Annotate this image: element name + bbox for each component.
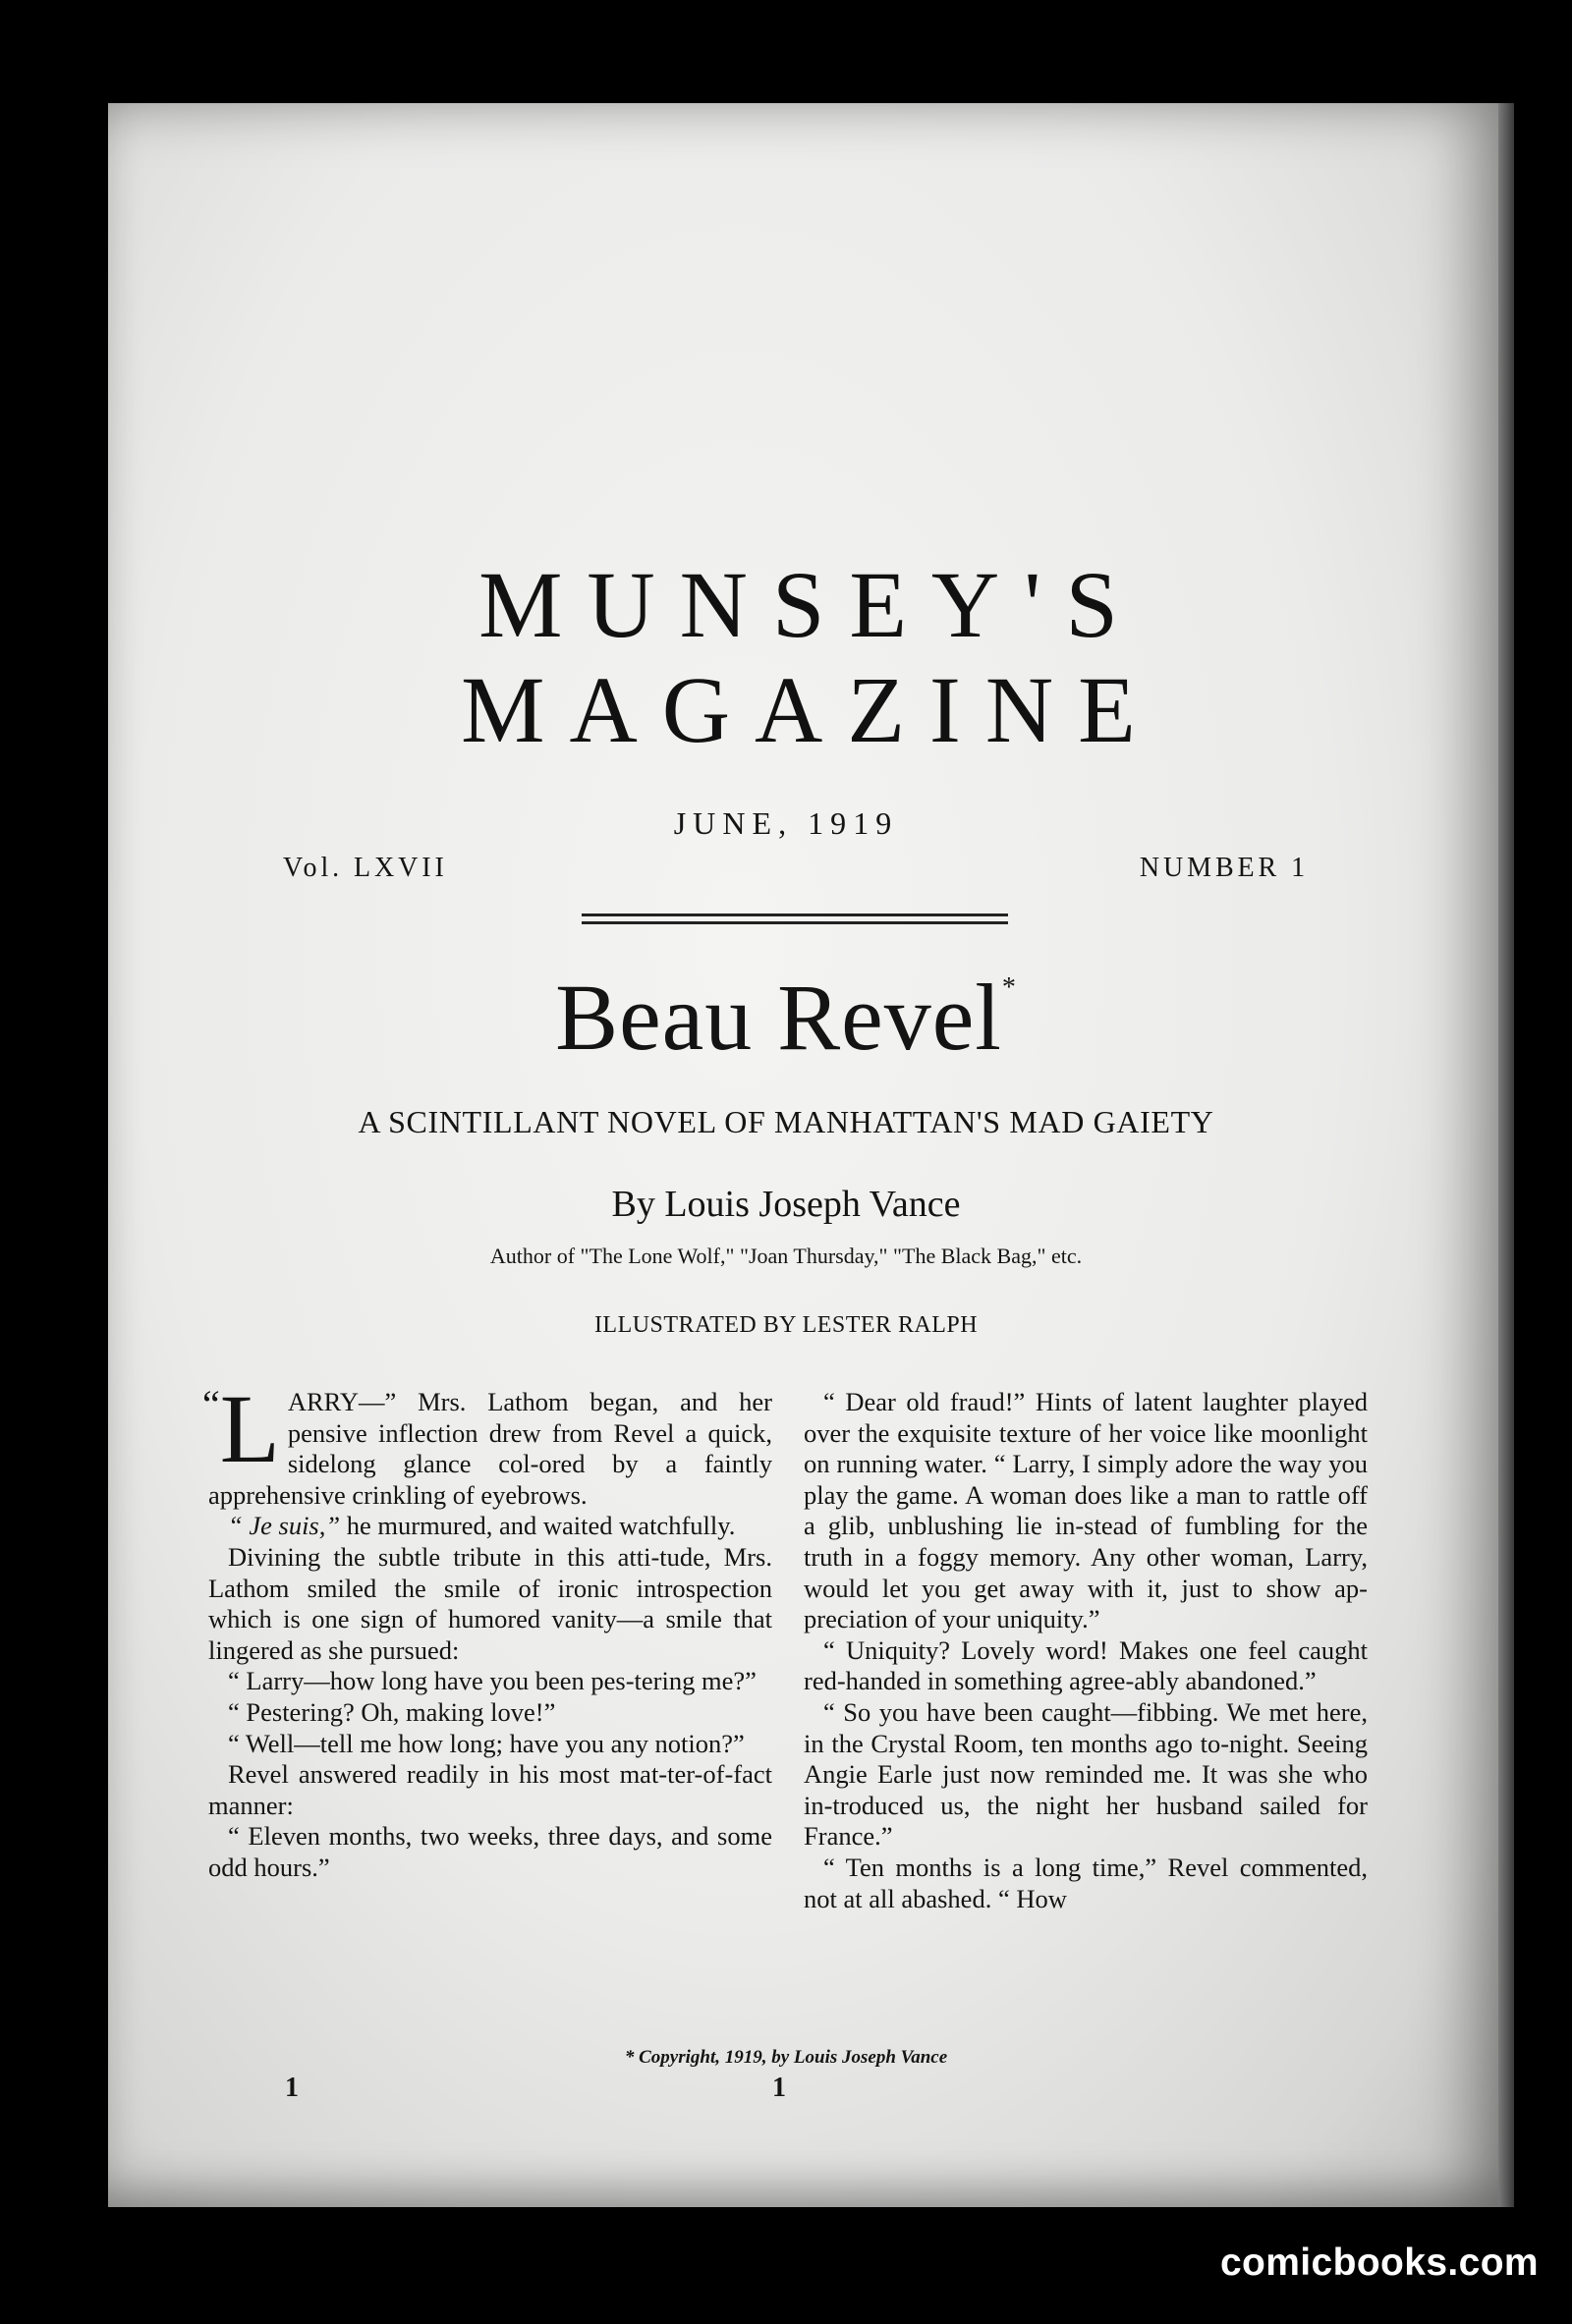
paragraph-2-text: he murmured, and waited watchfully. [340, 1511, 736, 1541]
page-edge-shadow [1498, 103, 1514, 2207]
text-column-right [804, 1387, 1368, 1914]
drop-cap-letter: L [219, 1374, 280, 1483]
copyright-footnote: * Copyright, 1919, by Louis Joseph Vance [624, 2047, 948, 2068]
volume-label: Vol. LXVII [283, 853, 448, 883]
paragraph-2-italic: “ Je suis,” [228, 1511, 341, 1541]
drop-cap [202, 1374, 280, 1483]
story-subtitle: A SCINTILLANT NOVEL OF MANHATTAN'S MAD GAIETY [358, 1104, 1214, 1139]
watermark-logo: comicbooks.com [1219, 2241, 1539, 2284]
paragraph-4: “ Larry—how long have you been pes-tering me?” [228, 1666, 757, 1696]
paragraph-1 [202, 1374, 772, 1511]
page-number-left: 1 [285, 2073, 299, 2103]
page-number-center: 1 [772, 2073, 786, 2103]
paragraph-7: Revel answered readily in his most mat-ter-of-fact manner: [208, 1759, 772, 1820]
byline: By Louis Joseph Vance [611, 1184, 961, 1225]
story-title [0, 965, 1572, 1070]
masthead-line-2: MAGAZINE [461, 657, 1160, 762]
illustrator-credit: ILLUSTRATED BY LESTER RALPH [593, 1312, 979, 1338]
author-credits: Author of "The Lone Wolf," "Joan Thursday," "The Black Bag," etc. [489, 1244, 1083, 1268]
masthead-line-1: MUNSEY'S [478, 552, 1143, 657]
paragraph-11: “ So you have been caught—fibbing. We met here, in the Crystal Room, ten months ago to-night. Seeing Angie Earle just now reminded me. It was she who in-troduced us, the night her husband sailed for France.” [804, 1696, 1368, 1852]
paragraph-10: “ Uniquity? Lovely word! Makes one feel caught red-handed in something agree-ably abandoned.” [804, 1634, 1368, 1696]
paragraph-12: “ Ten months is a long time,” Revel commented, not at all abashed. “ How [804, 1852, 1368, 1913]
paragraph-6: “ Well—tell me how long; have you any notion?” [228, 1728, 745, 1758]
double-rule-divider [582, 913, 1008, 924]
paragraph-5: “ Pestering? Oh, making love!” [228, 1696, 556, 1727]
story-title-text: Beau Revel [555, 965, 1002, 1070]
paragraph-1-text: ARRY—” Mrs. Lathom began, and her pensive inflection drew from Revel a quick, sidelong glance col-ored by a faintly apprehensive crinkling of eyebrows. [208, 1387, 772, 1510]
paragraph-9: “ Dear old fraud!” Hints of latent laughter played over the exquisite texture of her voice like moonlight on running water. “ Larry, I simply adore the way you play the game. A woman does like a man to rattle off a glib, unblushing lie in-stead of fumbling for the truth in a foggy memory. Any other woman, Larry, would let you get away with it, just to show ap-preciation of your uniquity.” [804, 1387, 1368, 1634]
issue-date: JUNE, 1919 [673, 805, 899, 841]
title-footnote-mark: * [1001, 972, 1017, 1003]
paragraph-8: “ Eleven months, two weeks, three days, and some odd hours.” [208, 1821, 772, 1882]
paragraph-2 [208, 1511, 772, 1542]
paragraph-3: Divining the subtle tribute in this atti-tude, Mrs. Lathom smiled the smile of ironic introspection which is one sign of humored vanity—a smile that lingered as she pursued: [208, 1541, 772, 1665]
drop-cap-quote: “ [202, 1382, 220, 1426]
issue-number: NUMBER 1 [1139, 853, 1309, 883]
text-column-left [202, 1374, 772, 1884]
